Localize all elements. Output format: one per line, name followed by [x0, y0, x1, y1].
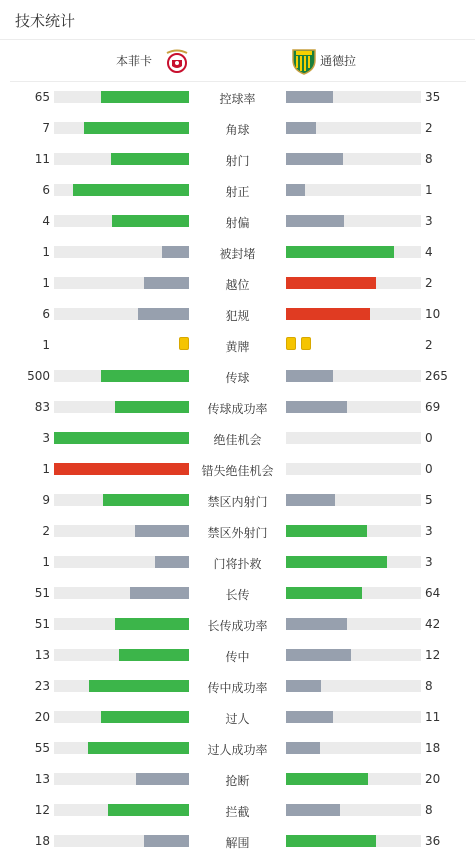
home-stat-bar-track	[54, 122, 189, 134]
stat-label: 抢断	[225, 774, 250, 788]
home-stat-bar-fill	[135, 525, 189, 537]
away-stat-bar-track	[286, 432, 421, 444]
stat-row	[0, 299, 475, 330]
away-stat-value: 69	[425, 400, 441, 414]
away-stat-bar-track	[286, 277, 421, 289]
away-stat-value: 2	[425, 338, 433, 352]
away-stat-bar-track	[286, 308, 421, 320]
home-stat-bar-track	[54, 246, 189, 258]
home-stat-bar-track	[54, 835, 189, 847]
stat-label: 过人成功率	[207, 743, 268, 757]
home-stat-bar-track	[54, 401, 189, 413]
away-stat-bar-fill	[286, 618, 347, 630]
away-stat-bar-fill	[286, 835, 376, 847]
stat-label: 门将扑救	[213, 557, 262, 571]
home-stat-bar-fill	[54, 432, 189, 444]
away-stat-bar-track	[286, 184, 421, 196]
home-stat-bar-track	[54, 91, 189, 103]
stat-row	[0, 485, 475, 516]
tondela-crest-icon[interactable]	[291, 47, 317, 75]
away-stat-bar-track	[286, 91, 421, 103]
away-stat-bar-track	[286, 215, 421, 227]
home-stat-value: 9	[42, 493, 50, 507]
teams-header	[10, 41, 466, 82]
away-stat-bar-track	[286, 494, 421, 506]
header-bar	[0, 0, 475, 40]
home-stat-bar-track	[54, 153, 189, 165]
home-team-name[interactable]: 本菲卡	[115, 54, 152, 68]
stat-row	[0, 454, 475, 485]
away-stat-value: 3	[425, 555, 433, 569]
home-stat-value: 13	[34, 648, 50, 662]
home-stat-bar-fill	[103, 494, 189, 506]
away-stat-bar-fill	[286, 91, 333, 103]
stat-row	[0, 361, 475, 392]
home-stat-value: 20	[34, 710, 50, 724]
home-yellow-cards	[54, 337, 189, 351]
away-stat-bar-fill	[286, 587, 362, 599]
stat-row	[0, 330, 475, 361]
stat-row	[0, 206, 475, 237]
home-stat-value: 2	[42, 524, 50, 538]
away-stat-value: 35	[425, 90, 441, 104]
home-stat-value: 6	[42, 183, 50, 197]
stat-label: 传中	[225, 650, 250, 664]
stat-label: 犯规	[225, 309, 250, 323]
away-stat-value: 11	[425, 710, 441, 724]
stat-row	[0, 702, 475, 733]
away-stat-value: 8	[425, 152, 433, 166]
away-stat-bar-fill	[286, 308, 370, 320]
away-stat-bar-track	[286, 835, 421, 847]
stat-row	[0, 609, 475, 640]
home-stat-bar-fill	[101, 370, 189, 382]
away-stat-value: 18	[425, 741, 441, 755]
home-stat-value: 500	[27, 369, 50, 383]
away-stat-bar-track	[286, 804, 421, 816]
stat-label: 黄牌	[225, 340, 250, 354]
home-stat-bar-track	[54, 277, 189, 289]
stat-label: 长传	[225, 588, 250, 602]
home-stat-bar-fill	[84, 122, 189, 134]
stat-row	[0, 516, 475, 547]
stat-row	[0, 144, 475, 175]
away-stat-bar-fill	[286, 122, 316, 134]
home-stat-bar-track	[54, 711, 189, 723]
home-stat-value: 1	[42, 338, 50, 352]
stat-label: 错失绝佳机会	[201, 464, 274, 478]
away-stat-value: 36	[425, 834, 441, 848]
stat-row	[0, 671, 475, 702]
away-stat-value: 12	[425, 648, 441, 662]
home-stat-value: 65	[34, 90, 50, 104]
stat-label: 解围	[225, 836, 250, 850]
away-stat-bar-fill	[286, 153, 343, 165]
home-stat-bar-track	[54, 649, 189, 661]
stat-row	[0, 795, 475, 826]
stat-row	[0, 547, 475, 578]
stat-row	[0, 733, 475, 764]
stat-row	[0, 237, 475, 268]
stat-row	[0, 423, 475, 454]
home-stat-bar-fill	[73, 184, 189, 196]
home-stat-bar-track	[54, 804, 189, 816]
stat-label: 控球率	[219, 92, 256, 106]
home-stat-bar-fill	[112, 215, 189, 227]
home-stat-bar-track	[54, 215, 189, 227]
away-stat-bar-track	[286, 401, 421, 413]
away-stat-value: 10	[425, 307, 441, 321]
home-stat-bar-track	[54, 308, 189, 320]
home-stat-bar-track	[54, 680, 189, 692]
home-stat-value: 18	[34, 834, 50, 848]
home-stat-bar-fill	[101, 711, 189, 723]
stat-label: 传球成功率	[207, 402, 268, 416]
home-stat-bar-fill	[136, 773, 189, 785]
stat-label: 射门	[225, 154, 250, 168]
home-stat-value: 83	[34, 400, 50, 414]
home-stat-bar-track	[54, 463, 189, 475]
away-stat-bar-fill	[286, 804, 340, 816]
yellow-card-icon	[286, 337, 296, 350]
home-stat-bar-track	[54, 184, 189, 196]
home-stat-value: 3	[42, 431, 50, 445]
stat-label: 越位	[225, 278, 250, 292]
away-stat-bar-fill	[286, 742, 320, 754]
benfica-crest-icon[interactable]	[164, 47, 190, 75]
away-stat-value: 2	[425, 121, 433, 135]
home-stat-bar-track	[54, 370, 189, 382]
away-yellow-cards	[286, 337, 421, 351]
stat-label: 绝佳机会	[213, 433, 262, 447]
home-stat-bar-fill	[115, 401, 189, 413]
stat-row	[0, 82, 475, 113]
home-stat-bar-track	[54, 556, 189, 568]
home-stat-value: 7	[42, 121, 50, 135]
home-stat-value: 11	[34, 152, 50, 166]
away-stat-bar-track	[286, 711, 421, 723]
home-stat-bar-fill	[162, 246, 189, 258]
home-stat-bar-fill	[155, 556, 189, 568]
stat-label: 长传成功率	[207, 619, 268, 633]
away-stat-value: 8	[425, 679, 433, 693]
away-stat-bar-track	[286, 618, 421, 630]
away-stat-value: 4	[425, 245, 433, 259]
away-stat-bar-fill	[286, 246, 394, 258]
home-stat-bar-track	[54, 525, 189, 537]
home-stat-bar-fill	[101, 91, 189, 103]
away-stat-bar-fill	[286, 556, 387, 568]
home-stat-bar-track	[54, 618, 189, 630]
away-stat-bar-track	[286, 773, 421, 785]
stat-label: 禁区内射门	[207, 495, 268, 509]
away-stat-bar-fill	[286, 680, 321, 692]
home-stat-value: 1	[42, 245, 50, 259]
away-stat-bar-fill	[286, 184, 305, 196]
away-stat-value: 265	[425, 369, 448, 383]
home-stat-value: 1	[42, 555, 50, 569]
home-stat-bar-fill	[144, 277, 189, 289]
away-stat-bar-track	[286, 742, 421, 754]
away-stat-value: 64	[425, 586, 441, 600]
home-stat-bar-fill	[54, 463, 189, 475]
stat-row	[0, 578, 475, 609]
yellow-card-icon	[179, 337, 189, 350]
away-stat-bar-track	[286, 153, 421, 165]
away-stat-bar-track	[286, 525, 421, 537]
stat-label: 传中成功率	[207, 681, 268, 695]
stat-row	[0, 113, 475, 144]
away-stat-bar-track	[286, 122, 421, 134]
away-stat-bar-track	[286, 370, 421, 382]
stat-label: 过人	[225, 712, 250, 726]
away-team-name[interactable]: 通德拉	[320, 54, 357, 68]
stat-row	[0, 640, 475, 671]
away-stat-bar-fill	[286, 370, 333, 382]
away-stat-bar-fill	[286, 277, 376, 289]
home-stat-bar-fill	[138, 308, 189, 320]
away-stat-bar-fill	[286, 401, 347, 413]
away-stat-bar-fill	[286, 649, 351, 661]
home-stat-bar-fill	[130, 587, 189, 599]
home-stat-bar-track	[54, 587, 189, 599]
stat-row	[0, 392, 475, 423]
away-stat-value: 5	[425, 493, 433, 507]
away-stat-bar-fill	[286, 215, 344, 227]
home-stat-value: 51	[34, 586, 50, 600]
home-stat-bar-fill	[119, 649, 189, 661]
stat-row	[0, 268, 475, 299]
page-title: 技术统计	[15, 12, 76, 30]
away-stat-bar-fill	[286, 525, 367, 537]
home-stat-value: 6	[42, 307, 50, 321]
home-stat-bar-fill	[89, 680, 189, 692]
away-stat-bar-track	[286, 680, 421, 692]
away-stat-bar-fill	[286, 773, 368, 785]
home-stat-value: 13	[34, 772, 50, 786]
home-stat-bar-fill	[144, 835, 189, 847]
away-stat-value: 3	[425, 524, 433, 538]
stat-row	[0, 764, 475, 795]
home-stat-bar-track	[54, 773, 189, 785]
stat-label: 禁区外射门	[207, 526, 268, 540]
away-stat-bar-track	[286, 246, 421, 258]
away-stat-value: 42	[425, 617, 441, 631]
away-stat-value: 3	[425, 214, 433, 228]
away-stat-bar-fill	[286, 494, 335, 506]
home-stat-value: 12	[34, 803, 50, 817]
stat-row	[0, 826, 475, 857]
stat-label: 射正	[225, 185, 250, 199]
stat-label: 射偏	[225, 216, 250, 230]
home-stat-value: 1	[42, 276, 50, 290]
home-stat-value: 51	[34, 617, 50, 631]
away-stat-value: 8	[425, 803, 433, 817]
away-stat-bar-track	[286, 649, 421, 661]
yellow-card-icon	[301, 337, 311, 350]
home-stat-bar-fill	[111, 153, 189, 165]
away-stat-value: 2	[425, 276, 433, 290]
home-stat-bar-fill	[115, 618, 189, 630]
home-stat-value: 55	[34, 741, 50, 755]
away-stat-bar-fill	[286, 711, 333, 723]
away-stat-bar-track	[286, 556, 421, 568]
stat-label: 拦截	[225, 805, 250, 819]
away-stat-bar-track	[286, 463, 421, 475]
home-stat-value: 4	[42, 214, 50, 228]
home-stat-bar-fill	[108, 804, 189, 816]
away-stat-value: 0	[425, 462, 433, 476]
away-stat-value: 0	[425, 431, 433, 445]
home-stat-bar-track	[54, 494, 189, 506]
stat-label: 被封堵	[219, 247, 256, 261]
home-stat-bar-track	[54, 432, 189, 444]
stat-label: 角球	[225, 123, 250, 137]
home-stat-value: 23	[34, 679, 50, 693]
away-stat-value: 20	[425, 772, 441, 786]
home-stat-value: 1	[42, 462, 50, 476]
home-stat-bar-track	[54, 742, 189, 754]
stat-label: 传球	[225, 371, 250, 385]
home-stat-bar-fill	[88, 742, 189, 754]
away-stat-value: 1	[425, 183, 433, 197]
stat-row	[0, 175, 475, 206]
away-stat-bar-track	[286, 587, 421, 599]
